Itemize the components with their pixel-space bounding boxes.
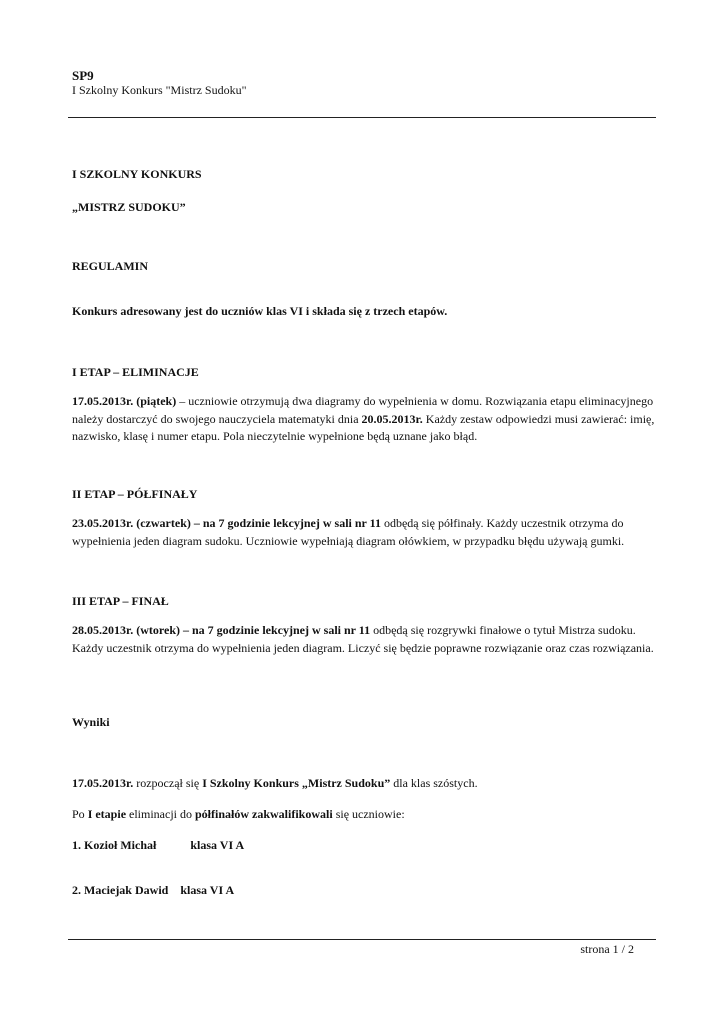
student-class: klasa VI A [190, 838, 245, 852]
footer-rule [68, 939, 656, 940]
stage1-paragraph [72, 393, 662, 446]
qual-text-b: eliminacji do [126, 807, 195, 821]
list-item [72, 837, 662, 855]
intro-text: Konkurs adresowany jest do uczniów klas VI i składa się z trzech etapów. [72, 304, 448, 318]
page-number: strona 1 / 2 [580, 942, 634, 956]
student-name: 2. Maciejak Dawid [72, 883, 169, 897]
title-line-2: „MISTRZ SUDOKU” [72, 200, 186, 214]
results-contest-name: I Szkolny Konkurs „Mistrz Sudoku” [202, 776, 391, 790]
student-name: 1. Kozioł Michał [72, 838, 157, 852]
results-heading: Wyniki [72, 715, 110, 729]
stage1-day: (piątek) [136, 394, 177, 408]
stage3-text: odbędą się rozgrywki finałowe o tytuł Mistrza sudoku. Każdy uczestnik otrzyma do wypełnienia jeden diagram. Liczyć się będzie poprawne rozwiązanie oraz czas rozwiązania. [72, 623, 654, 655]
stage3-paragraph [72, 622, 662, 657]
results-start-text-b: dla klas szóstych. [390, 776, 478, 790]
header-rule [68, 117, 656, 118]
stage3-when: 28.05.2013r. (wtorek) – na 7 godzinie lekcyjnej w sali nr 11 [72, 623, 371, 637]
stage1-text-b: Każdy zestaw odpowiedzi musi zawierać: imię, nazwisko, klasę i numer etapu. Pola nieczytelnie wypełnione będą uznane jako błąd. [72, 411, 655, 443]
regulamin-heading: REGULAMIN [72, 259, 149, 273]
stage1-date: 17.05.2013r. [72, 394, 134, 408]
results-start-line [72, 775, 662, 793]
header-subtitle: I Szkolny Konkurs "Mistrz Sudoku" [72, 83, 247, 97]
page-header [72, 68, 656, 98]
stage1-heading: I ETAP – ELIMINACJE [72, 365, 199, 379]
stage1-text-a: – uczniowie otrzymują dwa diagramy do wypełnienia w domu. Rozwiązania etapu eliminacyjnego należy dostarczyć do swojego nauczyciela matematyki dnia [72, 394, 654, 426]
stage2-paragraph [72, 515, 662, 550]
stage2-text: odbędą się półfinały. Każdy uczestnik otrzyma do wypełnienia jeden diagram sudoku. Uczniowie wypełniają diagram ołówkiem, w przypadku błędu używają gumki. [72, 516, 625, 548]
list-item [72, 882, 662, 900]
stage1-deadline: 20.05.2013r. [361, 411, 423, 426]
stage2-when: 23.05.2013r. (czwartek) – na 7 godzinie lekcyjnej w sali nr 11 [72, 516, 381, 530]
results-start-date: 17.05.2013r. [72, 776, 134, 790]
qual-bold: półfinałów zakwalifikowali [195, 807, 333, 821]
stage3-heading: III ETAP – FINAŁ [72, 594, 169, 608]
stage2-heading: II ETAP – PÓŁFINAŁY [72, 487, 198, 501]
qual-text-c: się uczniowie: [332, 807, 405, 821]
title-line-1: I SZKOLNY KONKURS [72, 167, 202, 181]
student-class: klasa VI A [180, 883, 235, 897]
results-start-text-a: rozpoczął się [133, 776, 203, 790]
results-qualified-line [72, 806, 662, 824]
qual-stage: I etapie [87, 807, 127, 821]
header-code: SP9 [72, 68, 94, 83]
qual-text-a: Po [72, 807, 88, 821]
